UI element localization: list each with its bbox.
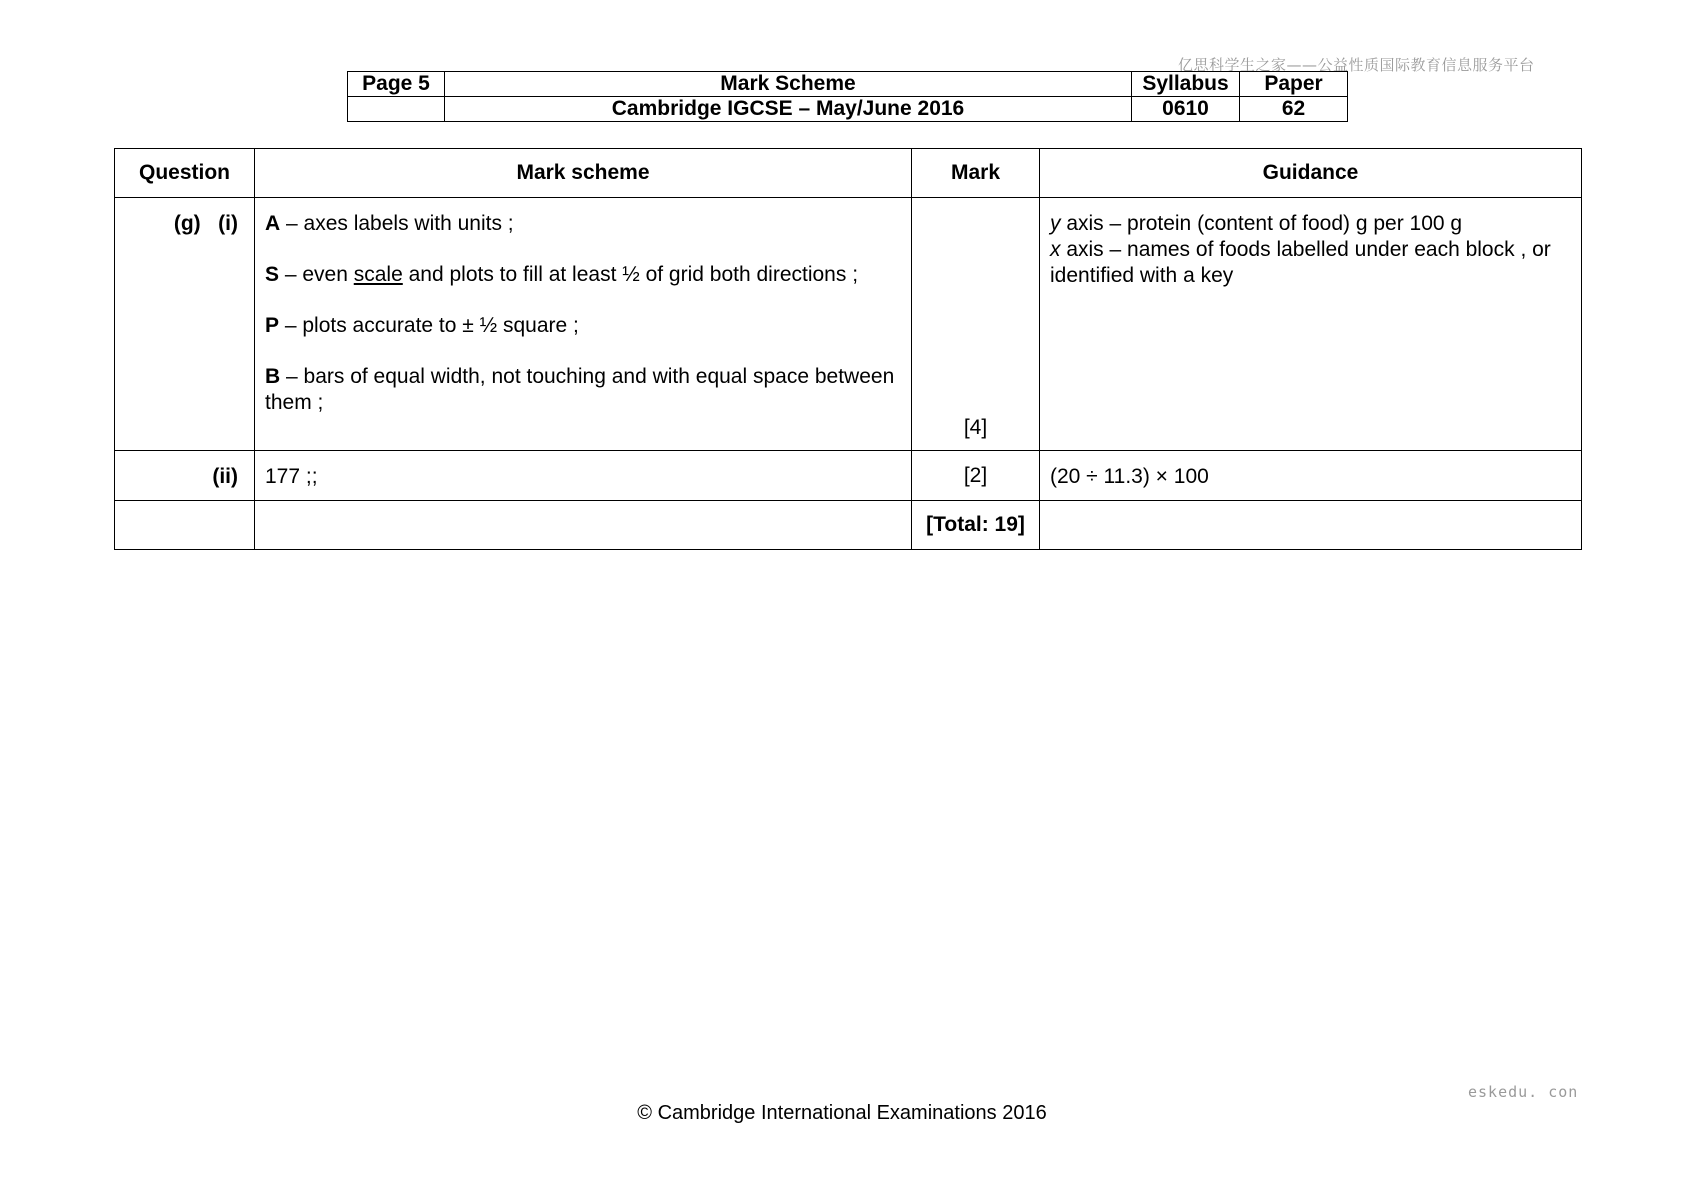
mark-cell: [4] [912,198,1040,451]
column-guidance: Guidance [1040,149,1582,198]
header-table [347,71,1348,122]
watermark-bottom: eskedu. con [1468,1083,1579,1101]
question-number [115,451,255,501]
scheme-point: S – even scale and plots to fill at least ½ of grid both directions ; [265,263,859,286]
table-row [115,451,1582,501]
question-subpart: (ii) [212,465,238,488]
page-number: Page 5 [348,72,445,97]
guidance-cell: (20 ÷ 11.3) × 100 [1040,451,1582,501]
question-part: (g) [173,212,201,235]
syllabus-label: Syllabus [1132,72,1240,97]
guidance-line: x axis – names of foods labelled under each block , or identified with a key [1050,238,1551,287]
scheme-cell [255,198,912,451]
column-mark: Mark [912,149,1040,198]
total-mark: [Total: 19] [912,501,1040,550]
doc-title: Mark Scheme [445,72,1132,97]
empty-cell [115,501,255,550]
total-row [115,501,1582,550]
exam-name: Cambridge IGCSE – May/June 2016 [445,97,1132,122]
guidance-line: y axis – protein (content of food) g per 100 g [1050,212,1463,235]
mark-scheme-table [114,148,1582,550]
empty-cell [348,97,445,122]
question-number [115,198,255,451]
syllabus-code: 0610 [1132,97,1240,122]
paper-label: Paper [1240,72,1348,97]
watermark-top: 亿思科学生之家——公益性质国际教育信息服务平台 [1178,56,1535,74]
column-scheme: Mark scheme [255,149,912,198]
footer-copyright: © Cambridge International Examinations 2016 [637,1102,1047,1124]
table-header-row [115,149,1582,198]
scheme-cell: 177 ;; [255,451,912,501]
scheme-point: B – bars of equal width, not touching and with equal space between them ; [265,365,895,414]
scheme-point: A – axes labels with units ; [265,212,514,235]
scheme-point: P – plots accurate to ± ½ square ; [265,314,579,337]
empty-cell [1040,501,1582,550]
guidance-cell [1040,198,1582,451]
table-row [115,198,1582,451]
paper-number: 62 [1240,97,1348,122]
question-subpart: (i) [218,212,238,235]
mark-cell: [2] [912,451,1040,501]
empty-cell [255,501,912,550]
column-question: Question [115,149,255,198]
